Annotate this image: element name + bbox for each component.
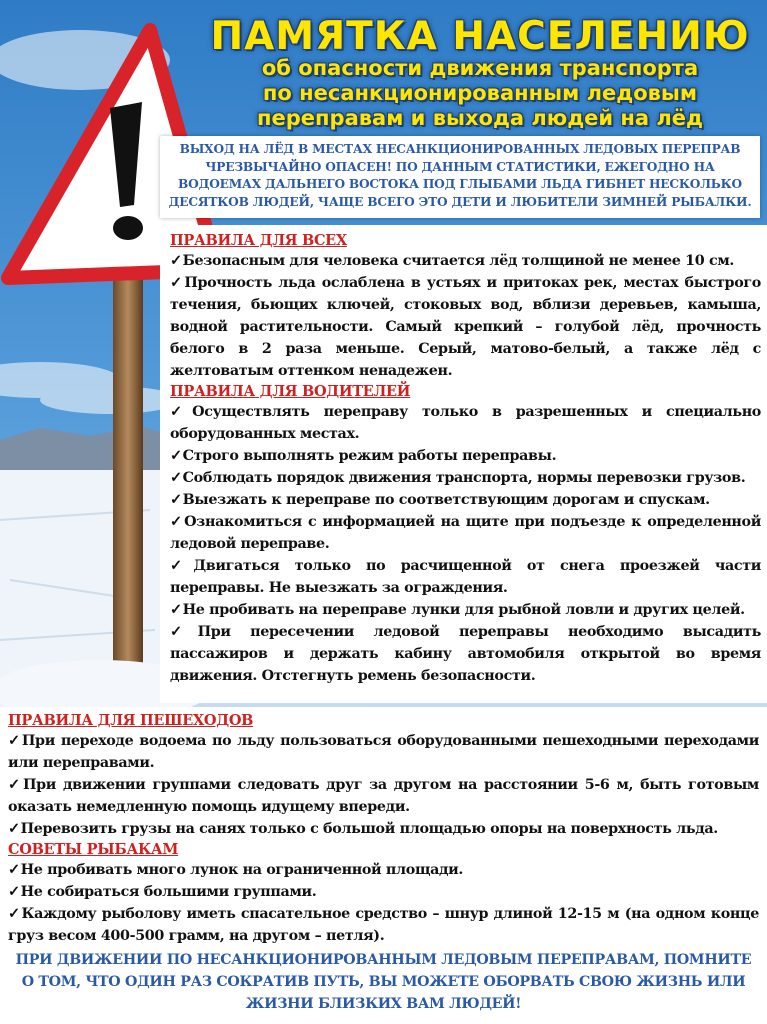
list-item (170, 401, 761, 445)
list-item (170, 250, 761, 272)
list-item-text: Ознакомиться с информацией на щите при подъезде к определенной ледовой переправе. (170, 514, 761, 552)
list-item-text: Безопасным для человека считается лёд толщиной не менее 10 см. (182, 253, 735, 269)
list-item (170, 445, 761, 467)
list-item-text: Выезжать к переправе по соответствующим дорогам и спускам. (182, 492, 710, 508)
list-item (8, 903, 759, 947)
section-list-drivers (170, 401, 761, 687)
rules-panel-bottom (0, 707, 767, 1024)
subtitle-line-1: об опасности движения транспорта (261, 56, 699, 80)
closing-warning: ПРИ ДВИЖЕНИИ ПО НЕСАНКЦИОНИРОВАННЫМ ЛЕДОВЫМ ПЕРЕПРАВАМ, ПОМНИТЕ О ТОМ, ЧТО ОДИН РАЗ СОКРАТИВ ПУТЬ, ВЫ МОЖЕТЕ ОБОРВАТЬ СВОЮ ЖИЗНЬ ИЛИ ЖИЗНИ БЛИЗКИХ ВАМ ЛЮДЕЙ! (15, 952, 752, 1012)
intro-warning: ВЫХОД НА ЛЁД В МЕСТАХ НЕСАНКЦИОНИРОВАННЫХ ЛЕДОВЫХ ПЕРЕПРАВ ЧРЕЗВЫЧАЙНО ОПАСЕН! ПО ДАННЫМ СТАТИСТИКИ, ЕЖЕГОДНО НА ВОДОЕМАХ ДАЛЬНЕГО ВОСТОКА ПОД ГЛЫБАМИ ЛЬДА ГИБНЕТ НЕСКОЛЬКО ДЕСЯТКОВ ЛЮДЕЙ, ЧАЩЕ ВСЕГО ЭТО ДЕТИ И ЛЮБИТЕЛИ ЗИМНЕЙ РЫБАЛКИ. (160, 136, 760, 218)
list-item (170, 511, 761, 555)
list-item-text: Прочность льда ослаблена в устьях и притоках рек, местах быстрого течения, бьющих ключей, стоковых вод, вблизи деревьев, камыша, водной растительности. Самый крепкий – голубой лёд, прочность белого в 2 раза меньше. Серый, матово-белый, а также лёд с желтоватым оттенком ненадежен. (170, 275, 761, 379)
section-heading-drivers: ПРАВИЛА ДЛЯ ВОДИТЕЛЕЙ (170, 383, 411, 400)
list-item-text: Перевозить грузы на санях только с большой площадью опоры на поверхность льда. (20, 821, 718, 837)
check-icon: ✓ (170, 404, 192, 420)
sign-post (113, 270, 143, 675)
subtitle-line-3: переправам и выхода людей на лёд (257, 106, 703, 130)
check-icon: ✓ (8, 733, 21, 749)
section-list-all (170, 250, 761, 382)
check-icon: ✓ (8, 862, 20, 878)
check-icon: ✓ (170, 275, 184, 291)
list-item-text: При движении группами следовать друг за другом на расстоянии 5-6 м, быть готовым оказать немедленную помощь идущему впереди. (8, 777, 759, 815)
check-icon: ✓ (170, 514, 184, 530)
list-item-text: Не пробивать на переправе лунки для рыбной ловли и других целей. (182, 602, 745, 618)
list-item-text: Каждому рыболову иметь спасательное средство – шнур длиной 12-15 м (на одном конце груз весом 400-500 грамм, на другом – петля). (8, 906, 759, 944)
list-item (170, 621, 761, 687)
list-item (170, 272, 761, 382)
list-item-text: Осуществлять переправу только в разрешенных и специально оборудованных местах. (170, 404, 761, 442)
check-icon: ✓ (170, 492, 182, 508)
check-icon: ✓ (170, 470, 182, 486)
list-item (8, 730, 759, 774)
list-item (170, 489, 761, 511)
section-list-pedestrians (8, 730, 759, 840)
list-item-text: Не пробивать много лунок на ограниченной площади. (20, 862, 464, 878)
check-icon: ✓ (170, 448, 182, 464)
list-item-text: При пересечении ледовой переправы необходимо высадить пассажиров и держать кабину автомобиля открытой во время движения. Отстегнуть ремень безопасности. (170, 624, 761, 684)
page-title: ПАМЯТКА НАСЕЛЕНИЮ (210, 14, 750, 59)
check-icon: ✓ (8, 884, 20, 900)
check-icon: ✓ (8, 906, 21, 922)
page-subtitle (200, 56, 760, 131)
list-item-text: Соблюдать порядок движения транспорта, нормы перевозки грузов. (182, 470, 746, 486)
subtitle-line-2: по несанкционированным ледовым (262, 81, 698, 105)
list-item (8, 818, 759, 840)
list-item (8, 859, 759, 881)
list-item-text: Двигаться только по расчищенной от снега проезжей части переправы. Не выезжать за ограждения. (170, 558, 761, 596)
check-icon: ✓ (8, 777, 22, 793)
check-icon: ✓ (170, 558, 193, 574)
list-item-text: Не собираться большими группами. (20, 884, 317, 900)
list-item (8, 881, 759, 903)
check-icon: ✓ (8, 821, 20, 837)
list-item-text: Строго выполнять режим работы переправы. (182, 448, 557, 464)
section-heading-fishers: СОВЕТЫ РЫБАКАМ (8, 841, 179, 858)
list-item (170, 599, 761, 621)
check-icon: ✓ (170, 624, 197, 640)
rules-panel-top (160, 225, 767, 703)
check-icon: ✓ (170, 253, 182, 269)
section-heading-pedestrians: ПРАВИЛА ДЛЯ ПЕШЕХОДОВ (8, 712, 254, 729)
section-list-fishers (8, 859, 759, 947)
list-item (170, 467, 761, 489)
check-icon: ✓ (170, 602, 182, 618)
list-item-text: При переходе водоема по льду пользоваться оборудованными пешеходными переходами или переправами. (8, 733, 759, 771)
list-item (170, 555, 761, 599)
list-item (8, 774, 759, 818)
section-heading-all: ПРАВИЛА ДЛЯ ВСЕХ (170, 232, 347, 249)
